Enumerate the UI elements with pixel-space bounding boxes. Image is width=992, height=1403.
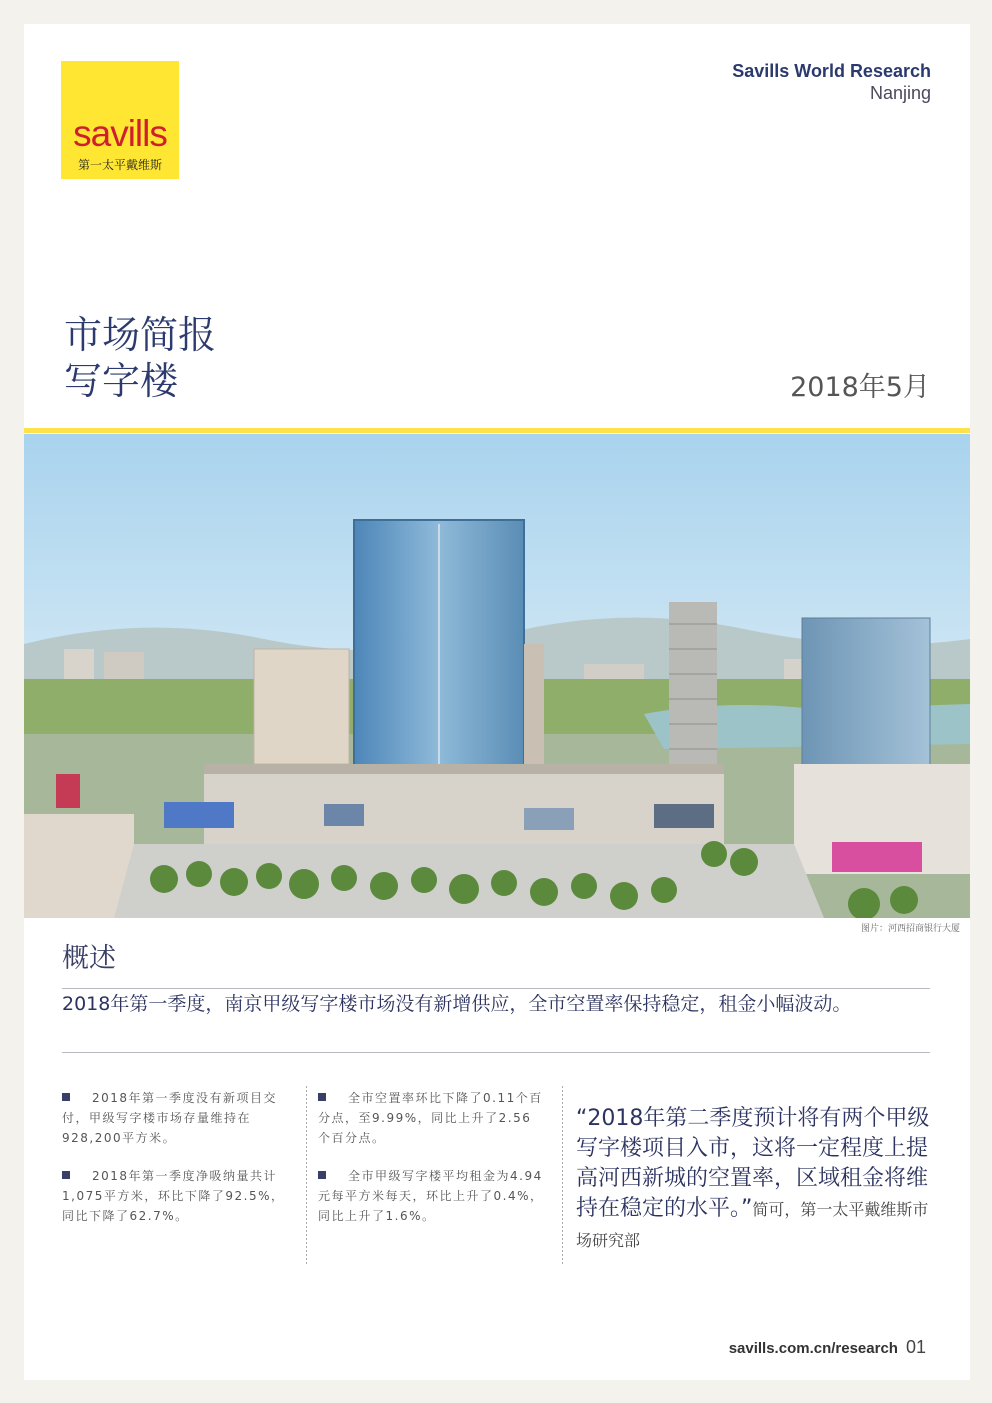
photo-caption: 图片：河西招商银行大厦 bbox=[860, 924, 960, 934]
bullet-square-icon bbox=[318, 1171, 326, 1179]
overview-heading: 概述 bbox=[62, 943, 116, 974]
bullet-item: 2018年第一季度没有新项目交付，甲级写字楼市场存量维持在928,200平方米。 bbox=[62, 1091, 278, 1145]
bullets-column-2 bbox=[318, 1088, 544, 1244]
page-number: 01 bbox=[905, 1337, 926, 1357]
bullet-item: 全市甲级写字楼平均租金为4.94元每平方米每天，环比上升了0.4%，同比上升了1.6%。 bbox=[318, 1169, 544, 1223]
overview-bottom-rule bbox=[62, 1052, 930, 1053]
page bbox=[24, 24, 970, 1380]
page-footer bbox=[729, 1337, 926, 1358]
footer-url[interactable]: savills.com.cn/research bbox=[728, 1340, 898, 1357]
overview-summary: 2018年第一季度，南京甲级写字楼市场没有新增供应，全市空置率保持稳定，租金小幅波动。 bbox=[62, 993, 852, 1015]
quote-text: “2018年第二季度预计将有两个甲级写字楼项目入市，这将一定程度上提高河西新城的空置率，区域租金将维持在稳定的水平。” bbox=[576, 1106, 930, 1221]
quote-attribution: 简可，第一太平戴维斯市场研究部 bbox=[576, 1200, 929, 1250]
report-title bbox=[64, 312, 216, 404]
overview-top-rule bbox=[62, 988, 930, 989]
report-date: 2018年5月 bbox=[790, 372, 930, 403]
pull-quote bbox=[576, 1104, 936, 1256]
bullet-square-icon bbox=[62, 1093, 70, 1101]
cover-photo bbox=[24, 434, 970, 918]
report-title-line2: 写字楼 bbox=[64, 359, 179, 403]
bullet-square-icon bbox=[318, 1093, 326, 1101]
logo-wordmark: savills bbox=[73, 113, 167, 154]
bullet-item: 2018年第一季度净吸纳量共计1,075平方米，环比下降了92.5%，同比下降了62.7%。 bbox=[62, 1169, 285, 1223]
column-divider bbox=[562, 1086, 563, 1266]
logo-chinese-name: 第一太平戴维斯 bbox=[77, 158, 162, 172]
savills-logo[interactable] bbox=[61, 61, 179, 179]
bullets-column-1 bbox=[62, 1088, 288, 1244]
research-city: Nanjing bbox=[869, 83, 931, 103]
research-header bbox=[732, 60, 931, 104]
column-divider bbox=[306, 1086, 307, 1266]
bullet-square-icon bbox=[62, 1171, 70, 1179]
yellow-divider bbox=[24, 428, 970, 433]
report-title-line1: 市场简报 bbox=[64, 313, 217, 357]
research-title: Savills World Research bbox=[732, 61, 931, 81]
bullet-item: 全市空置率环比下降了0.11个百分点，至9.99%，同比上升了2.56个百分点。 bbox=[318, 1091, 543, 1145]
